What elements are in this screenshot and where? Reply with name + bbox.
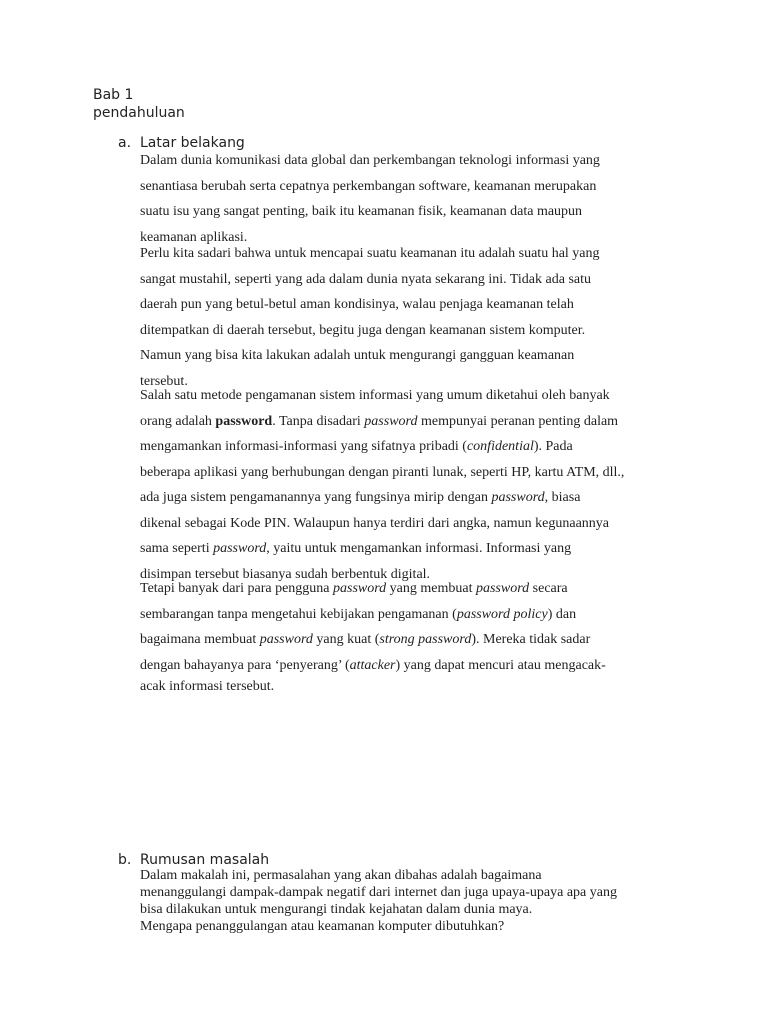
- text-line: Mengapa penanggulangan atau keamanan komputer dibutuhkan?: [140, 919, 505, 934]
- italic-term: password: [475, 581, 530, 596]
- text-line: Tetapi banyak dari para pengguna password yang membuat password secara: [140, 581, 568, 596]
- section-a-marker: a.: [118, 135, 132, 151]
- text-line: acak informasi tersebut.: [140, 679, 275, 694]
- italic-term: password: [364, 413, 418, 429]
- section-b-marker: b.: [118, 852, 132, 868]
- section-b-title: Rumusan masalah: [140, 852, 270, 868]
- section-a-paragraph-1: [140, 148, 700, 250]
- text-line: sangat mustahil, seperti yang ada dalam dunia nyata sekarang ini. Tidak ada satu: [140, 271, 591, 287]
- text-line: bisa dilakukan untuk mengurangi tindak kejahatan dalam dunia maya.: [140, 902, 533, 917]
- text-line: disimpan tersebut biasanya sudah berbentuk digital.: [140, 566, 431, 582]
- text-line: bagaimana membuat password yang kuat (strong password). Mereka tidak sadar: [140, 632, 591, 647]
- text-line: dengan bahayanya para ‘penyerang’ (attacker) yang dapat mencuri atau mengacak-: [140, 657, 606, 673]
- text-line: suatu isu yang sangat penting, baik itu keamanan fisik, keamanan data maupun: [140, 204, 583, 219]
- chapter-title: pendahuluan: [93, 105, 185, 121]
- text-line: menanggulangi dampak-dampak negatif dari internet dan juga upaya-upaya apa yang: [140, 885, 617, 900]
- italic-term: strong password: [379, 632, 472, 647]
- chapter-label: Bab 1: [93, 87, 134, 103]
- section-a-title: Latar belakang: [140, 135, 245, 151]
- text-line: keamanan aplikasi.: [140, 229, 248, 245]
- text-line: ditempatkan di daerah tersebut, begitu juga dengan keamanan sistem komputer.: [140, 322, 586, 338]
- text-line: dikenal sebagai Kode PIN. Walaupun hanya terdiri dari angka, namun kegunaannya: [140, 515, 610, 531]
- italic-term: password: [213, 541, 267, 556]
- section-a-paragraph-4: [140, 576, 700, 696]
- text-line: Dalam makalah ini, permasalahan yang akan dibahas adalah bagaimana: [140, 868, 542, 883]
- section-b-paragraph-1: [140, 867, 700, 935]
- text-line: sama seperti password, yaitu untuk mengamankan informasi. Informasi yang: [140, 541, 572, 556]
- text-line: Perlu kita sadari bahwa untuk mencapai suatu keamanan itu adalah suatu hal yang: [140, 246, 600, 261]
- text-line: sembarangan tanpa mengetahui kebijakan pengamanan (password policy) dan: [140, 606, 577, 622]
- section-a-paragraph-2: [140, 241, 700, 394]
- text-line: Salah satu metode pengamanan sistem informasi yang umum diketahui oleh banyak: [140, 388, 610, 403]
- italic-term: password: [259, 632, 313, 647]
- italic-term: password: [491, 490, 545, 505]
- text-line: Dalam dunia komunikasi data global dan perkembangan teknologi informasi yang: [140, 153, 600, 168]
- text-line: orang adalah password. Tanpa disadari password mempunyai peranan penting dalam: [140, 413, 619, 429]
- text-line: Namun yang bisa kita lakukan adalah untuk mengurangi gangguan keamanan: [140, 348, 575, 363]
- text-line: beberapa aplikasi yang berhubungan dengan piranti lunak, seperti HP, kartu ATM, dll.,: [140, 464, 625, 480]
- italic-term: password policy: [456, 606, 548, 622]
- text-line: mengamankan informasi-informasi yang sifatnya pribadi (confidential). Pada: [140, 439, 573, 454]
- section-a-paragraph-3: [140, 383, 700, 587]
- italic-term: attacker: [349, 657, 396, 673]
- text-line: tersebut.: [140, 373, 188, 389]
- bold-term: password: [215, 413, 273, 429]
- text-line: daerah pun yang betul-betul aman kondisinya, walau penjaga keamanan telah: [140, 297, 574, 312]
- italic-term: confidential: [466, 439, 534, 454]
- text-line: senantiasa berubah serta cepatnya perkembangan software, keamanan merupakan: [140, 178, 597, 194]
- italic-term: password: [333, 581, 387, 596]
- text-line: ada juga sistem pengamanannya yang fungsinya mirip dengan password, biasa: [140, 490, 581, 505]
